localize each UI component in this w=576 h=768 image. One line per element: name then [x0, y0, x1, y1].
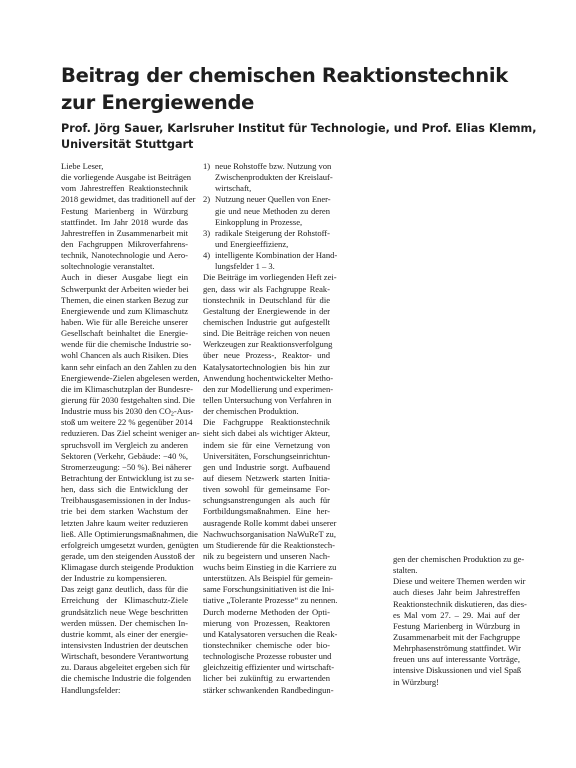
text-line: same Forschungsinitiativen ist die Ini- — [203, 584, 335, 595]
text-line: stalten. — [393, 565, 418, 576]
text-line: Energiewende und zum Klimaschutz — [61, 305, 188, 316]
text-line: es Mal vom 27. – 29. Mai auf der — [393, 609, 520, 620]
co2-subscript: 2 — [170, 411, 174, 418]
list-item-line: Zwischenprodukten der Kreislauf- — [215, 172, 333, 183]
text-line: die im Klimaschutzplan der Bundesre- — [61, 383, 193, 394]
text-line: Schwerpunkt der Arbeiten wieder bei — [61, 283, 189, 294]
text-line: wende für die chemische Industrie so- — [61, 339, 192, 350]
authors-line-2: Universität Stuttgart — [61, 138, 194, 151]
text-line: Festung Marienberg in Würzburg in — [393, 620, 520, 631]
text-line: stoß um weitere 22 % gegenüber 2014 — [61, 417, 193, 428]
text-line: den zur Modellierung und experimen- — [203, 383, 334, 394]
list-number: 2) — [203, 194, 211, 205]
list-item — [203, 228, 330, 250]
text-line: stärker schwankenden Randbedingun- — [203, 684, 334, 695]
text-line: der chemischen Produktion. — [203, 406, 299, 417]
text-line: Betrachtung der Entwicklung ist zu se- — [61, 472, 195, 483]
text-line: zu. Daraus abgeleitet ergeben sich für — [61, 662, 190, 673]
list-item-line: lungsfelder 1 – 3. — [215, 261, 275, 272]
text-line: sind. Die Beiträge reichen von neuen — [203, 328, 330, 339]
text-line: Nachwuchsorganisation NaWuReT zu, — [203, 528, 336, 539]
list-item — [203, 250, 338, 272]
text-line: schungsanstrengungen als auch für — [203, 495, 330, 506]
text-line: Auch in dieser Ausgabe liegt ein — [61, 272, 188, 283]
text-line: indem sie für eine Vernetzung von — [203, 439, 330, 450]
text-line: intensivsten Industrien der deutschen — [61, 640, 188, 651]
text-line: gleichzeitig effizienter und wirtschaft- — [203, 662, 335, 673]
article-authors — [61, 121, 541, 153]
list-item-line: intelligente Kombination der Hand- — [215, 250, 338, 261]
text-line: erfolgreich umgesetzt wurden, genügten — [61, 539, 199, 550]
list-item-line: neue Rohstoffe bzw. Nutzung von — [215, 161, 332, 171]
text-line: Energiewende-Zielen abgelesen werden, — [61, 372, 200, 383]
text-line: um Studierende für die Reaktionstech- — [203, 539, 335, 550]
text-line: unterstützen. Als Beispiel für gemein- — [203, 573, 333, 584]
text-line: Mehrphasenströmung stattfindet. Wir — [393, 643, 521, 654]
text-line: haben. Wie für alle Bereiche unserer — [61, 316, 188, 327]
list-item-line: Nutzung neuer Quellen von Ener- — [215, 194, 331, 205]
list-item-line: Einkopplung in Prozesse, — [215, 216, 303, 227]
title-line-1: Beitrag der chemischen Reaktionstechnik — [61, 64, 508, 87]
text-line: tiative „Tolerante Prozesse“ zu nennen. — [203, 595, 338, 606]
text-line: Die Beiträge im vorliegenden Heft zei- — [203, 272, 337, 283]
text-line: gierung für 2030 festgehalten sind. Die — [61, 394, 195, 405]
text-line: Gestaltung der Energiewende in der — [203, 305, 330, 316]
text-line: Katalysatortechnologien bis hin zur — [203, 361, 330, 372]
list-item-line: wirtschaft, — [215, 183, 252, 194]
text-line: und Katalysatoren versuchen die Reak- — [203, 628, 338, 639]
text-line: dustrie kommt, als einer der energie- — [61, 628, 188, 639]
action-field-list — [203, 161, 338, 272]
text-line: trie bei dem starken Wachstum der — [61, 506, 188, 517]
text-line: tionstechniker chemische oder bio- — [203, 640, 330, 651]
list-number: 3) — [203, 227, 211, 238]
text-line: spruchsvoll im Vergleich zu anderen — [61, 439, 188, 450]
text-line: Festung Marienberg in Würzburg — [61, 205, 188, 216]
authors-line-1: Prof. Jörg Sauer, Karlsruher Institut für Technologie, und Prof. Elias Klemm, — [61, 122, 537, 135]
text-line: auch dieses Jahr beim Jahrestreffen — [393, 587, 520, 598]
text-line: Klimagase durch steigende Produktion — [61, 562, 194, 573]
text-line: chemischen Industrie gut aufgestellt — [203, 316, 330, 327]
text-line: in Würzburg! — [393, 676, 439, 687]
text-column-right — [393, 554, 527, 688]
text-line: mierung von Prozessen, Reaktoren — [203, 617, 330, 628]
text-line: Jahrestreffen in Zusammenarbeit mit — [61, 227, 188, 238]
text-line: Werkzeugen zur Reaktionsverfolgung — [203, 339, 333, 350]
text-line: sieht sich dabei als wichtiger Akteur, — [203, 428, 330, 439]
text-line: Anwendung hochentwickelter Metho- — [203, 372, 334, 383]
text-line: Universitäten, Forschungseinrichtun- — [203, 450, 331, 461]
text-line: Treibhausgasemissionen in der Indus- — [61, 495, 191, 506]
text-line: Stromerzeugung: −50 %). Bei näherer — [61, 461, 192, 472]
text-line: tionstechnik in Deutschland für die — [203, 294, 330, 305]
text-line: tellen Untersuchung von Verfahren in — [203, 394, 332, 405]
text-column-middle-body — [203, 272, 338, 695]
text-line: nik zu begeistern und unseren Nach- — [203, 550, 330, 561]
text-line: technologische Prozesse robuster und — [203, 651, 332, 662]
list-item-line: gie und neue Methoden zu deren — [215, 205, 330, 216]
text-line: ausragende Rolle kommt dabei unserer — [203, 517, 337, 528]
text-line: Reaktionstechnik diskutieren, das dies- — [393, 598, 527, 609]
text-line: der Industrie zu kompensieren. — [61, 573, 167, 584]
text-line: wohl Chancen als auch Risiken. Dies — [61, 350, 189, 361]
text-line: Zusammenarbeit mit der Fachgruppe — [393, 631, 520, 642]
text-line: Gesellschaft beinhaltet die Energie- — [61, 328, 188, 339]
text-line: soltechnologie veranstaltet. — [61, 261, 155, 272]
text-line: Fortbildungsmaßnahmen. Eine her- — [203, 506, 330, 517]
list-item — [203, 194, 330, 227]
text-column-middle — [203, 161, 338, 696]
text-line: auf diesem Netzwerk starten Initia- — [203, 472, 330, 483]
text-line: gerade, um den steigenden Ausstoß der — [61, 550, 195, 561]
text-line: Liebe Leser, — [61, 161, 104, 171]
list-item-line: radikale Steigerung der Rohstoff- — [215, 227, 330, 238]
text-line: grundsätzlich neue Wege beschritten — [61, 606, 188, 617]
text-line: reduzieren. Das Ziel scheint weniger an- — [61, 428, 200, 439]
text-line: intensive Diskussionen und viel Spaß — [393, 665, 522, 676]
co2-suffix: -Aus- — [173, 406, 194, 417]
article-title — [61, 62, 531, 116]
text-line: den Fachgruppen Mikroverfahrens- — [61, 238, 188, 249]
text-line: gen, dass wir als Fachgruppe Reak- — [203, 283, 330, 294]
text-line: Themen, die einen starken Bezug zur — [61, 294, 189, 305]
text-line: gen der chemischen Produktion zu ge- — [393, 554, 525, 564]
text-line: die chemische Industrie die folgenden — [61, 673, 192, 684]
text-line: stattfindet. Im Jahr 2018 wurde das — [61, 216, 188, 227]
text-line: Die Fachgruppe Reaktionstechnik — [203, 417, 330, 428]
text-line: über neue Prozess-, Reaktor- und — [203, 350, 330, 361]
text-line: letzten Jahre kaum weiter reduzieren — [61, 517, 188, 528]
text-line: Diese und weitere Themen werden wir — [393, 576, 526, 587]
text-line: Sektoren (Verkehr, Gebäude: −40 %, — [61, 450, 188, 461]
text-line: ließ. Alle Optimierungsmaßnahmen, die — [61, 528, 198, 539]
text-line: vom Jahrestreffen Reaktionstechnik — [61, 183, 188, 194]
text-line: technik, Nanotechnologie und Aero- — [61, 250, 188, 261]
list-number: 1) — [203, 161, 211, 171]
text-line: wuchs beim Einstieg in die Karriere zu — [203, 562, 337, 573]
text-line: Wirtschaft, besondere Verantwortung — [61, 651, 189, 662]
text-line: freuen uns auf interessante Vorträge, — [393, 654, 520, 665]
text-line: licher bei zukünftig zu erwartenden — [203, 673, 330, 684]
list-item-line: und Energieeffizienz, — [215, 238, 289, 249]
text-line: kann sehr einfach an den Zahlen zu den — [61, 361, 197, 372]
list-number: 4) — [203, 250, 211, 261]
text-column-left — [61, 161, 200, 696]
text-line: gen und Industrie sorgt. Aufbauend — [203, 461, 330, 472]
text-line: werden müssen. Der chemischen In- — [61, 617, 188, 628]
text-line: Durch moderne Methoden der Opti- — [203, 606, 330, 617]
title-line-2: zur Energiewende — [61, 91, 255, 114]
list-item — [203, 161, 333, 194]
text-line: hen, dass sich die Entwicklung der — [61, 484, 188, 495]
text-line: Industrie muss bis 2030 den $CO_2-Aus-$ — [61, 406, 194, 418]
text-line: die vorliegende Ausgabe ist Beiträgen — [61, 172, 192, 183]
text-line: 2018 gewidmet, das traditionell auf der — [61, 194, 196, 205]
text-line: tiven sowohl für gemeinsame For- — [203, 484, 330, 495]
text-line: Handlungsfelder: — [61, 684, 121, 695]
text-line: Erreichung der Klimaschutz-Ziele — [61, 595, 188, 606]
text-line: Das zeigt ganz deutlich, dass für die — [61, 584, 188, 595]
